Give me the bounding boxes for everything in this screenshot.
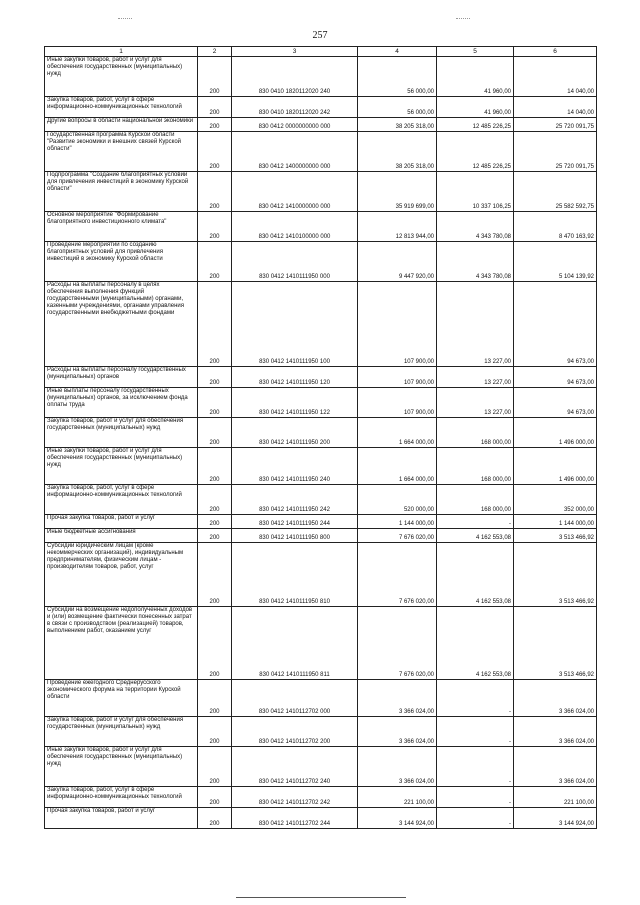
row-kbk-cell: 830 0412 1410111950 811	[232, 607, 358, 680]
row-remaining-cell: 221 100,00	[514, 787, 597, 808]
row-name-cell: Закупка товаров, работ и услуг для обеспечения государственных (муниципальных) нужд	[45, 418, 198, 448]
row-remaining-cell: 3 366 024,00	[514, 747, 597, 787]
row-name-cell: Субсидии на возмещение недополученных доходов и (или) возмещение фактически понесенных затрат в связи с производством (реализацией) товаров, выполнением работ, оказанием услуг	[45, 607, 198, 680]
row-approved-cell: 1 144 000,00	[358, 515, 437, 529]
scan-mark-left	[118, 18, 132, 19]
row-name-cell: Основное мероприятие "Формирование благоприятного инвестиционного климата"	[45, 212, 198, 242]
row-name-cell: Закупка товаров, работ, услуг в сфере информационно-коммуникационных технологий	[45, 97, 198, 118]
row-remaining-cell: 25 720 091,75	[514, 132, 597, 172]
table-row	[45, 808, 597, 829]
row-kbk-cell: 830 0412 0000000000 000	[232, 118, 358, 132]
row-remaining-cell: 3 513 466,92	[514, 607, 597, 680]
table-row	[45, 485, 597, 515]
row-code-cell: 200	[198, 529, 232, 543]
row-remaining-cell: 3 513 466,92	[514, 529, 597, 543]
table-row	[45, 97, 597, 118]
row-remaining-cell: 25 582 592,75	[514, 172, 597, 212]
row-approved-cell: 56 000,00	[358, 57, 437, 97]
table-row	[45, 717, 597, 747]
row-executed-cell: 168 000,00	[437, 485, 514, 515]
row-kbk-cell: 830 0412 1410112702 240	[232, 747, 358, 787]
row-kbk-cell: 830 0412 1410111950 122	[232, 388, 358, 418]
row-approved-cell: 38 205 318,00	[358, 118, 437, 132]
row-name-cell: Иные закупки товаров, работ и услуг для обеспечения государственных (муниципальных) нужд	[45, 448, 198, 485]
row-executed-cell: 13 227,00	[437, 388, 514, 418]
row-kbk-cell: 830 0410 1820112020 240	[232, 57, 358, 97]
row-name-cell: Иные бюджетные ассигнования	[45, 529, 198, 543]
row-kbk-cell: 830 0412 1410111950 242	[232, 485, 358, 515]
row-code-cell: 200	[198, 212, 232, 242]
row-remaining-cell: 14 040,00	[514, 57, 597, 97]
row-kbk-cell: 830 0412 1410000000 000	[232, 172, 358, 212]
column-header: 1	[45, 47, 198, 57]
header-row	[45, 47, 597, 57]
table-row	[45, 418, 597, 448]
row-code-cell: 200	[198, 680, 232, 717]
row-approved-cell: 107 900,00	[358, 367, 437, 388]
row-code-cell: 200	[198, 132, 232, 172]
row-name-cell: Иные закупки товаров, работ и услуг для обеспечения государственных (муниципальных) нужд	[45, 747, 198, 787]
row-approved-cell: 12 813 944,00	[358, 212, 437, 242]
row-approved-cell: 3 366 024,00	[358, 747, 437, 787]
row-code-cell: 200	[198, 367, 232, 388]
table-row	[45, 680, 597, 717]
row-name-cell: Прочая закупка товаров, работ и услуг	[45, 808, 198, 829]
row-code-cell: 200	[198, 717, 232, 747]
scan-mark-right	[456, 18, 470, 19]
row-executed-cell: -	[437, 717, 514, 747]
table-row	[45, 282, 597, 367]
row-approved-cell: 56 000,00	[358, 97, 437, 118]
row-approved-cell: 221 100,00	[358, 787, 437, 808]
row-remaining-cell: 352 000,00	[514, 485, 597, 515]
row-executed-cell: 4 162 553,08	[437, 529, 514, 543]
row-remaining-cell: 1 496 000,00	[514, 418, 597, 448]
row-executed-cell: 168 000,00	[437, 448, 514, 485]
row-approved-cell: 3 366 024,00	[358, 680, 437, 717]
row-kbk-cell: 830 0412 1410112702 242	[232, 787, 358, 808]
row-remaining-cell: 3 366 024,00	[514, 680, 597, 717]
table-row	[45, 787, 597, 808]
column-header: 3	[232, 47, 358, 57]
row-approved-cell: 3 144 924,00	[358, 808, 437, 829]
row-name-cell: Проведение ежегодного Среднерусского экономического форума на территории Курской области	[45, 680, 198, 717]
row-remaining-cell: 3 366 024,00	[514, 717, 597, 747]
row-code-cell: 200	[198, 388, 232, 418]
row-remaining-cell: 94 673,00	[514, 367, 597, 388]
row-code-cell: 200	[198, 448, 232, 485]
row-name-cell: Закупка товаров, работ, услуг в сфере информационно-коммуникационных технологий	[45, 485, 198, 515]
column-header: 2	[198, 47, 232, 57]
table-row	[45, 747, 597, 787]
row-code-cell: 200	[198, 97, 232, 118]
row-code-cell: 200	[198, 418, 232, 448]
row-executed-cell: 13 227,00	[437, 282, 514, 367]
row-kbk-cell: 830 0412 1410111950 800	[232, 529, 358, 543]
table-row	[45, 367, 597, 388]
row-approved-cell: 520 000,00	[358, 485, 437, 515]
column-header: 6	[514, 47, 597, 57]
table-row	[45, 388, 597, 418]
row-executed-cell: -	[437, 747, 514, 787]
row-code-cell: 200	[198, 607, 232, 680]
row-name-cell: Другие вопросы в области национальной экономики	[45, 118, 198, 132]
row-approved-cell: 7 676 020,00	[358, 607, 437, 680]
row-approved-cell: 107 900,00	[358, 282, 437, 367]
row-approved-cell: 107 900,00	[358, 388, 437, 418]
table-row	[45, 448, 597, 485]
row-executed-cell: 4 162 553,08	[437, 543, 514, 607]
row-name-cell: Государственная программа Курской области "Развитие экономики и внешних связей Курской области"	[45, 132, 198, 172]
row-executed-cell: -	[437, 787, 514, 808]
row-kbk-cell: 830 0412 1410100000 000	[232, 212, 358, 242]
row-executed-cell: -	[437, 515, 514, 529]
page-number: 257	[312, 30, 328, 41]
row-kbk-cell: 830 0412 1410111950 100	[232, 282, 358, 367]
row-executed-cell: 10 337 106,25	[437, 172, 514, 212]
budget-execution-table	[44, 46, 597, 829]
row-name-cell: Иные закупки товаров, работ и услуг для обеспечения государственных (муниципальных) нужд	[45, 57, 198, 97]
row-code-cell: 200	[198, 282, 232, 367]
row-executed-cell: 41 960,00	[437, 97, 514, 118]
row-executed-cell: 41 960,00	[437, 57, 514, 97]
row-code-cell: 200	[198, 543, 232, 607]
table-row	[45, 607, 597, 680]
row-code-cell: 200	[198, 57, 232, 97]
row-approved-cell: 35 919 699,00	[358, 172, 437, 212]
row-remaining-cell: 5 104 139,92	[514, 242, 597, 282]
row-code-cell: 200	[198, 515, 232, 529]
row-kbk-cell: 830 0412 1410111950 200	[232, 418, 358, 448]
row-approved-cell: 7 676 020,00	[358, 543, 437, 607]
row-remaining-cell: 1 496 000,00	[514, 448, 597, 485]
row-code-cell: 200	[198, 787, 232, 808]
column-header: 5	[437, 47, 514, 57]
row-remaining-cell: 3 144 924,00	[514, 808, 597, 829]
row-kbk-cell: 830 0412 1410111950 120	[232, 367, 358, 388]
row-remaining-cell: 14 040,00	[514, 97, 597, 118]
row-executed-cell: -	[437, 808, 514, 829]
row-name-cell: Проведение мероприятий по созданию благоприятных условий для привлечения инвестиций в экономику Курской области	[45, 242, 198, 282]
row-approved-cell: 3 366 024,00	[358, 717, 437, 747]
table-row	[45, 57, 597, 97]
row-kbk-cell: 830 0412 1410111950 244	[232, 515, 358, 529]
table-row	[45, 515, 597, 529]
row-executed-cell: 4 343 780,08	[437, 212, 514, 242]
row-kbk-cell: 830 0412 1410111950 000	[232, 242, 358, 282]
row-name-cell: Подпрограмма "Создание благоприятных условий для привлечения инвестиций в экономику Курской области"	[45, 172, 198, 212]
row-code-cell: 200	[198, 808, 232, 829]
row-kbk-cell: 830 0412 1410112702 000	[232, 680, 358, 717]
row-executed-cell: 168 000,00	[437, 418, 514, 448]
row-kbk-cell: 830 0412 1410111950 240	[232, 448, 358, 485]
row-remaining-cell: 1 144 000,00	[514, 515, 597, 529]
row-approved-cell: 1 664 000,00	[358, 418, 437, 448]
row-executed-cell: 12 485 226,25	[437, 118, 514, 132]
row-approved-cell: 1 664 000,00	[358, 448, 437, 485]
row-name-cell: Расходы на выплаты персоналу в целях обеспечения выполнения функций государственными (муниципальными) органами, казенными учреждениями, органами управления государственными внебюджетными фондами	[45, 282, 198, 367]
row-kbk-cell: 830 0412 1410112702 244	[232, 808, 358, 829]
row-approved-cell: 38 205 318,00	[358, 132, 437, 172]
row-approved-cell: 7 676 020,00	[358, 529, 437, 543]
row-remaining-cell: 3 513 466,92	[514, 543, 597, 607]
table-row	[45, 172, 597, 212]
row-name-cell: Прочая закупка товаров, работ и услуг	[45, 515, 198, 529]
row-name-cell: Закупка товаров, работ и услуг для обеспечения государственных (муниципальных) нужд	[45, 717, 198, 747]
row-kbk-cell: 830 0412 1410112702 200	[232, 717, 358, 747]
row-name-cell: Расходы на выплаты персоналу государственных (муниципальных) органов	[45, 367, 198, 388]
row-code-cell: 200	[198, 172, 232, 212]
table-row	[45, 543, 597, 607]
row-executed-cell: 12 485 226,25	[437, 132, 514, 172]
row-kbk-cell: 830 0412 1410111950 810	[232, 543, 358, 607]
row-kbk-cell: 830 0410 1820112020 242	[232, 97, 358, 118]
row-name-cell: Закупка товаров, работ, услуг в сфере информационно-коммуникационных технологий	[45, 787, 198, 808]
row-name-cell: Субсидии юридическим лицам (кроме некоммерческих организаций), индивидуальным предпринимателям, физическим лицам - производителям товаров, работ, услуг	[45, 543, 198, 607]
table-row	[45, 118, 597, 132]
row-code-cell: 200	[198, 118, 232, 132]
row-remaining-cell: 8 470 163,92	[514, 212, 597, 242]
row-approved-cell: 9 447 920,00	[358, 242, 437, 282]
row-code-cell: 200	[198, 485, 232, 515]
row-executed-cell: -	[437, 680, 514, 717]
table-row	[45, 529, 597, 543]
row-name-cell: Иные выплаты персоналу государственных (муниципальных) органов, за исключением фонда оплаты труда	[45, 388, 198, 418]
row-executed-cell: 4 162 553,08	[437, 607, 514, 680]
row-executed-cell: 13 227,00	[437, 367, 514, 388]
row-kbk-cell: 830 0412 1400000000 000	[232, 132, 358, 172]
row-code-cell: 200	[198, 242, 232, 282]
row-remaining-cell: 94 673,00	[514, 388, 597, 418]
row-remaining-cell: 94 673,00	[514, 282, 597, 367]
table-row	[45, 212, 597, 242]
column-header: 4	[358, 47, 437, 57]
footer-rule	[236, 897, 406, 898]
row-remaining-cell: 25 720 091,75	[514, 118, 597, 132]
table-row	[45, 132, 597, 172]
row-executed-cell: 4 343 780,08	[437, 242, 514, 282]
table-row	[45, 242, 597, 282]
row-code-cell: 200	[198, 747, 232, 787]
